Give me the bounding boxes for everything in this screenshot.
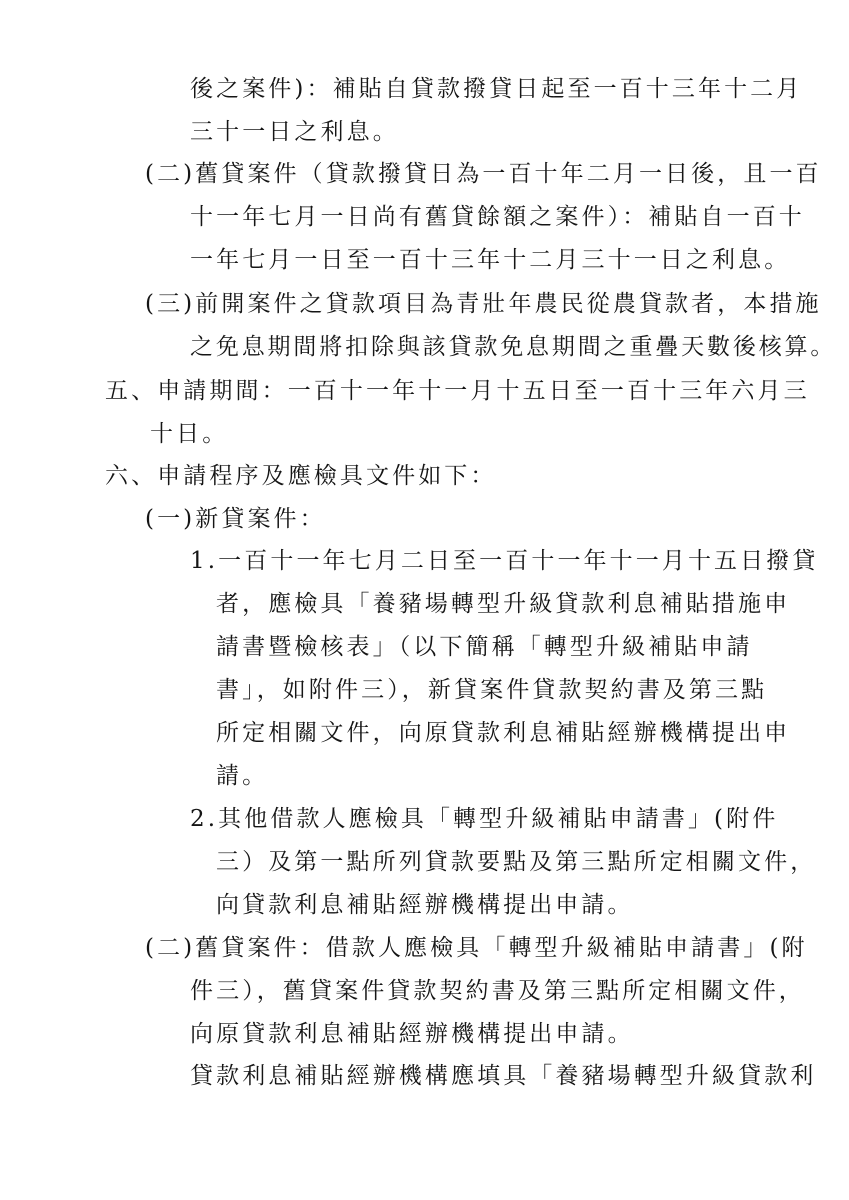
text-line: 三）及第一點所列貸款要點及第三點所定相關文件，	[216, 849, 817, 875]
text-line: 向原貸款利息補貼經辦機構提出申請。	[190, 1021, 634, 1047]
text-line: 三十一日之利息。	[190, 119, 399, 145]
text-line: 後之案件)：補貼自貸款撥貸日起至一百十三年十二月	[190, 76, 803, 102]
section-heading: 六、申請程序及應檢具文件如下：	[105, 463, 497, 489]
text-line: 所定相關文件，向原貸款利息補貼經辦機構提出申	[216, 720, 791, 746]
text-line: 者，應檢具「養豬場轉型升級貸款利息補貼措施申	[216, 591, 791, 617]
section-heading: 五、申請期間：一百十一年十一月十五日至一百十三年六月三	[105, 378, 810, 404]
text-line: 之免息期間將扣除與該貸款免息期間之重疊天數後核算。	[190, 334, 837, 360]
list-item: 1.一百十一年七月二日至一百十一年十一月十五日撥貸	[190, 548, 819, 574]
text-line: 貸款利息補貼經辦機構應填具「養豬場轉型升級貸款利	[190, 1063, 817, 1089]
text-line: 請。	[216, 763, 269, 789]
text-line: 十日。	[150, 421, 229, 447]
text-line: 件三），舊貸案件貸款契約書及第三點所定相關文件，	[190, 978, 805, 1004]
text-line: 一年七月一日至一百十三年十二月三十一日之利息。	[190, 247, 791, 273]
list-item: 2.其他借款人應檢具「轉型升級補貼申請書」(附件	[190, 806, 779, 832]
text-line: (三)前開案件之貸款項目為青壯年農民從農貸款者，本措施	[145, 291, 822, 317]
text-line: 書」，如附件三），新貸案件貸款契約書及第三點	[216, 677, 768, 703]
text-line: 請書暨檢核表」（以下簡稱「轉型升級補貼申請	[216, 634, 753, 660]
subsection-heading: (一)新貸案件：	[145, 506, 326, 532]
subsection-heading: (二)舊貸案件：借款人應檢具「轉型升級補貼申請書」(附	[145, 935, 808, 961]
text-line: 向貸款利息補貼經辦機構提出申請。	[216, 892, 634, 918]
text-line: (二)舊貸案件（貸款撥貸日為一百十年二月一日後，且一百	[145, 161, 822, 187]
text-line: 十一年七月一日尚有舊貸餘額之案件）：補貼自一百十	[190, 204, 805, 230]
